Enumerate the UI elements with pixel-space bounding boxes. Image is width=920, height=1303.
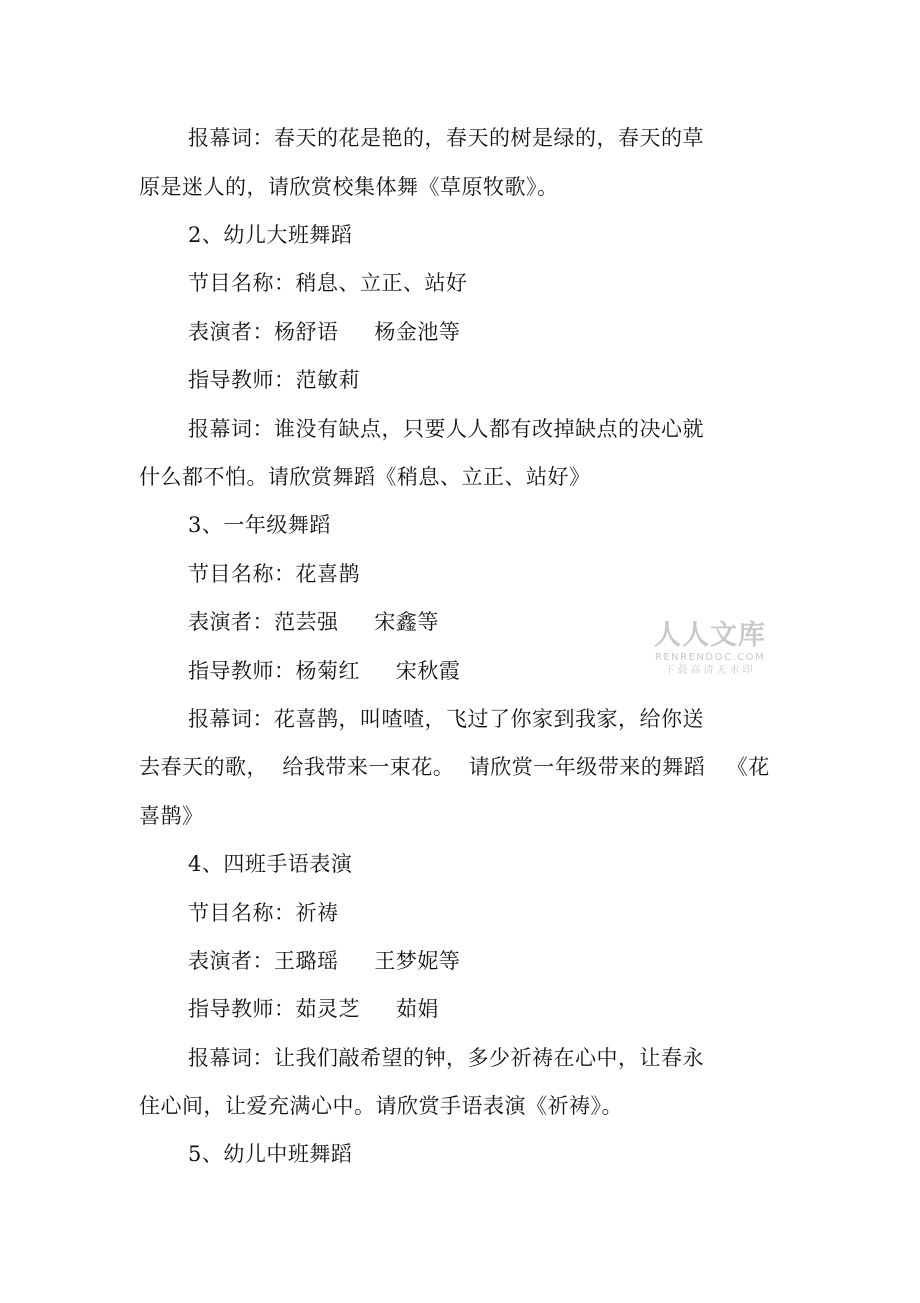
- text-line: 原是迷人的，请欣赏校集体舞《草原牧歌》。: [139, 175, 559, 199]
- section-heading: 2、幼儿大班舞蹈: [188, 223, 353, 247]
- section-heading: 4、四班手语表演: [188, 852, 353, 876]
- performers: 表演者：杨舒语 杨金池等: [188, 320, 461, 344]
- text-line: 报幕词：谁没有缺点，只要人人都有改掉缺点的决心就: [188, 417, 704, 441]
- instructor: 指导教师：杨菊红 宋秋霞: [188, 659, 461, 683]
- watermark-slogan: 下载高清无水印: [664, 665, 756, 676]
- text-line: 什么都不怕。请欣赏舞蹈《稍息、立正、站好》: [139, 465, 591, 489]
- text-line: 去春天的歌， 给我带来一束花。 请欣赏一年级带来的舞蹈 《花: [139, 755, 770, 779]
- text-line: 报幕词：春天的花是艳的，春天的树是绿的，春天的草: [188, 126, 704, 150]
- watermark-domain: RENRENDOC.COM: [654, 652, 766, 663]
- text-line: 住心间，让爱充满心中。请欣赏手语表演《祈祷》。: [139, 1094, 623, 1118]
- watermark-logo: [646, 620, 774, 677]
- watermark-title: 人人文库: [654, 620, 766, 651]
- section-heading: 3、一年级舞蹈: [188, 513, 331, 537]
- instructor: 指导教师：范敏莉: [188, 368, 360, 392]
- performers: 表演者：范芸强 宋鑫等: [188, 610, 439, 634]
- text-line: 喜鹊》: [139, 804, 204, 828]
- text-line: 报幕词：花喜鹊，叫喳喳，飞过了你家到我家，给你送: [188, 707, 704, 731]
- program-name: 节目名称：花喜鹊: [188, 562, 360, 586]
- instructor: 指导教师：茹灵芝 茹娟: [188, 997, 439, 1021]
- performers: 表演者：王璐瑶 王梦妮等: [188, 949, 461, 973]
- section-heading: 5、幼儿中班舞蹈: [188, 1142, 353, 1166]
- text-line: 报幕词：让我们敲希望的钟，多少祈祷在心中，让春永: [188, 1046, 704, 1070]
- program-name: 节目名称：祈祷: [188, 901, 339, 925]
- program-name: 节目名称：稍息、立正、站好: [188, 271, 468, 295]
